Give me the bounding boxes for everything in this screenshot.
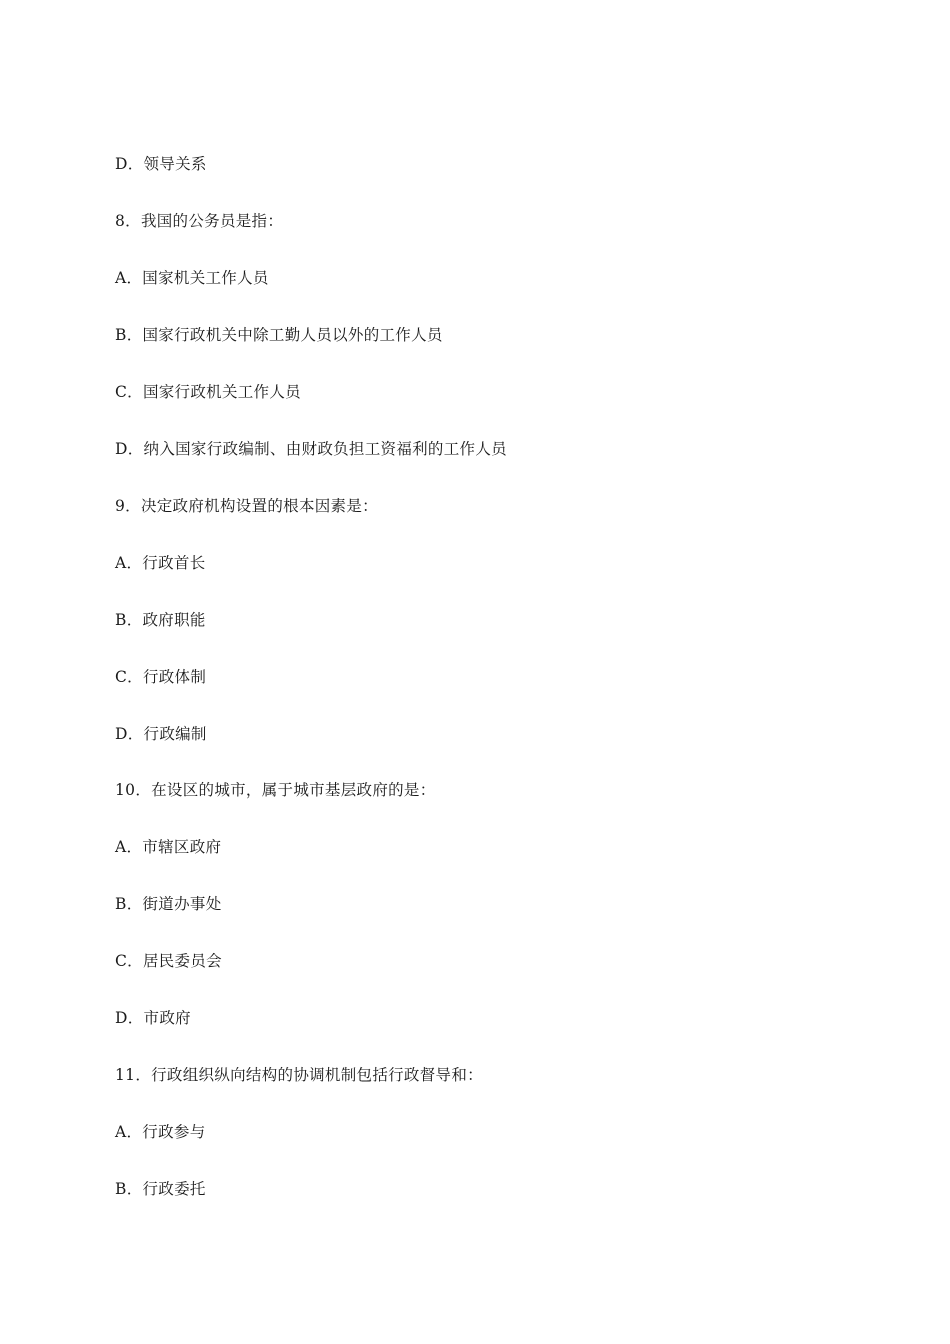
question-8: 8．我国的公务员是指： bbox=[115, 212, 284, 230]
option-8-a: A．国家机关工作人员 bbox=[115, 269, 269, 287]
option-9-c: C．行政体制 bbox=[115, 668, 207, 686]
option-9-a: A．行政首长 bbox=[115, 554, 206, 572]
option-11-a: A．行政参与 bbox=[115, 1123, 206, 1141]
question-9: 9．决定政府机构设置的根本因素是： bbox=[115, 497, 378, 515]
option-11-b: B．行政委托 bbox=[115, 1180, 206, 1198]
option-9-b: B．政府职能 bbox=[115, 611, 206, 629]
option-10-a: A．市辖区政府 bbox=[115, 838, 222, 856]
option-10-c: C．居民委员会 bbox=[115, 952, 222, 970]
question-11: 11．行政组织纵向结构的协调机制包括行政督导和： bbox=[115, 1066, 483, 1084]
option-9-d: D．行政编制 bbox=[115, 725, 207, 743]
option-7-d: D．领导关系 bbox=[115, 155, 207, 173]
option-10-d: D．市政府 bbox=[115, 1009, 191, 1027]
option-10-b: B．街道办事处 bbox=[115, 895, 222, 913]
option-8-b: B．国家行政机关中除工勤人员以外的工作人员 bbox=[115, 326, 443, 344]
option-8-d: D．纳入国家行政编制、由财政负担工资福利的工作人员 bbox=[115, 440, 507, 458]
option-8-c: C．国家行政机关工作人员 bbox=[115, 383, 301, 401]
question-10: 10．在设区的城市，属于城市基层政府的是： bbox=[115, 781, 436, 799]
